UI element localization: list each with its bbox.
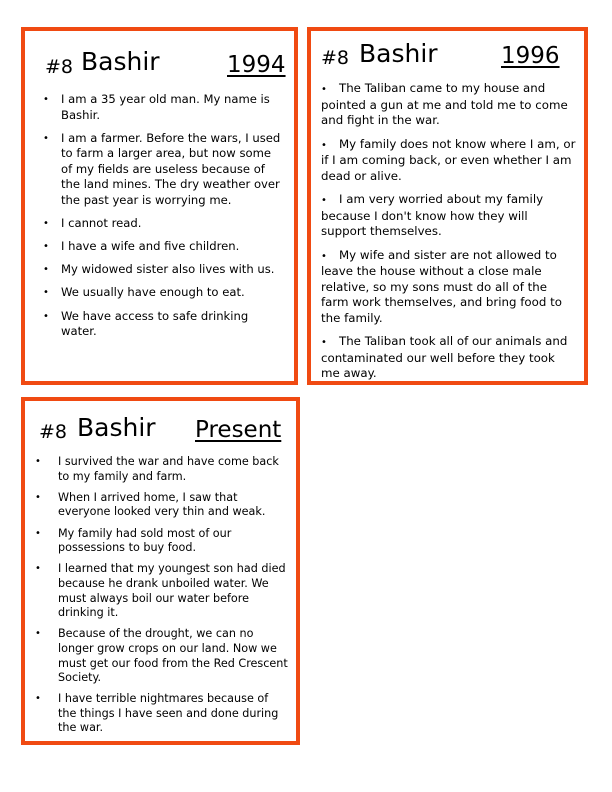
card-year: 1996 <box>501 43 560 69</box>
bullet-icon: • <box>321 139 327 151</box>
bullet-icon: • <box>43 241 49 253</box>
list-item: • I am a farmer. Before the wars, I used to farm a larger area, but now some of my fields are useless because of the land mines. The dry weather over the past year is worrying me. <box>43 130 281 208</box>
list-item: • I cannot read. <box>43 216 142 231</box>
bullet-icon: • <box>35 563 41 575</box>
list-item: • I have terrible nightmares because of the things I have seen and done during the war. <box>35 692 279 735</box>
card-header <box>25 31 294 77</box>
card-year: 1994 <box>227 52 286 78</box>
card-1994 <box>21 27 298 385</box>
bullet-icon: • <box>35 527 41 539</box>
bullet-icon: • <box>35 491 41 503</box>
card-present <box>21 397 300 745</box>
bullet-icon: • <box>321 250 327 262</box>
bullet-icon: • <box>35 693 41 705</box>
bullet-icon: • <box>43 132 49 144</box>
card-list <box>35 455 288 743</box>
list-item: • The Taliban came to my house and pointed a gun at me and told me to come and fight in the war. <box>321 81 568 127</box>
list-item: • When I arrived home, I saw that everyone looked very thin and weak. <box>35 490 266 519</box>
list-item: • We usually have enough to eat. <box>43 285 245 300</box>
card-header <box>25 401 296 447</box>
bullet-icon: • <box>43 218 49 230</box>
card-number: #8 <box>39 421 68 443</box>
list-item: • I have a wife and five children. <box>43 239 240 254</box>
list-item: • Because of the drought, we can no longer grow crops on our land. Now we must get our food from the Red Crescent Society. <box>35 627 288 685</box>
list-item: • My widowed sister also lives with us. <box>43 262 275 277</box>
bullet-icon: • <box>43 310 49 322</box>
bullet-icon: • <box>35 456 41 467</box>
bullet-icon: • <box>43 287 49 299</box>
bullet-icon: • <box>321 84 327 95</box>
card-1996 <box>307 27 588 385</box>
card-name: Bashir <box>77 413 156 442</box>
list-item: • I survived the war and have come back to my family and farm. <box>35 455 279 483</box>
card-list <box>321 81 576 390</box>
bullet-icon: • <box>43 94 49 105</box>
list-item: • The Taliban took all of our animals and contaminated our well before they took me away. <box>321 334 568 380</box>
list-item: • My family had sold most of our possessions to buy food. <box>35 526 232 555</box>
card-name: Bashir <box>81 47 160 76</box>
bullet-icon: • <box>321 337 327 348</box>
card-name: Bashir <box>359 39 438 68</box>
list-item: • My family does not know where I am, or if I am coming back, or even whether I am dead or alive. <box>321 136 576 183</box>
card-number: #8 <box>45 56 74 78</box>
card-list <box>41 92 284 347</box>
card-number: #8 <box>321 47 350 69</box>
list-item: • I learned that my youngest son had died because he drank unboiled water. We must always boil our water before drinking it. <box>35 562 286 620</box>
bullet-icon: • <box>321 195 327 206</box>
bullet-icon: • <box>43 264 49 276</box>
list-item: • My wife and sister are not allowed to leave the house without a close male relative, so my sons must do all of the farm work themselves, and bring food to the family. <box>321 247 562 325</box>
card-header <box>311 31 584 77</box>
bullet-icon: • <box>35 628 41 640</box>
list-item: • I am a 35 year old man. My name is Bashir. <box>43 92 270 122</box>
card-year: Present <box>195 417 282 443</box>
list-item: • We have access to safe drinking water. <box>43 308 249 339</box>
list-item: • I am very worried about my family because I don't know how they will support themselves. <box>321 192 544 238</box>
